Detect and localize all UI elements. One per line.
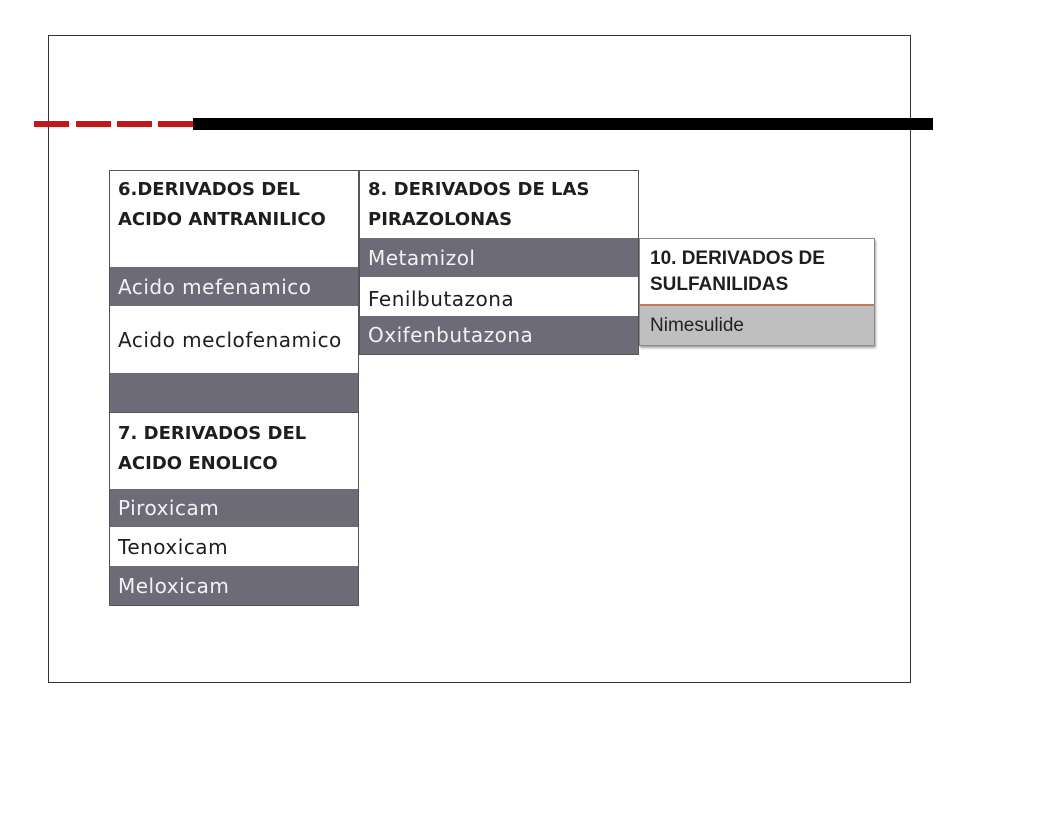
table-row: Nimesulide [640,306,874,345]
table-row: Meloxicam [110,566,358,606]
table-header: 7. DERIVADOS DEL ACIDO ENOLICO [110,413,358,489]
table-row [110,373,358,413]
table-header: 6.DERIVADOS DEL ACIDO ANTRANILICO [110,170,358,267]
accent-dash [76,121,111,127]
table-row: Acido mefenamico [110,267,358,306]
table-header: 8. DERIVADOS DE LAS PIRAZOLONAS [360,170,638,238]
accent-dash [117,121,152,127]
table-row: Piroxicam [110,489,358,527]
table-row: Metamizol [360,238,638,277]
table-row: Fenilbutazona [360,277,638,316]
table-row: Acido meclofenamico [110,306,358,373]
table-row: Tenoxicam [110,527,358,566]
table-header: 10. DERIVADOS DE SULFANILIDAS [640,239,874,306]
title-bar [193,118,933,130]
table-derivados-acido-enolico [109,413,359,606]
table-derivados-pirazolonas [359,170,639,355]
accent-dash [158,121,193,127]
table-derivados-sulfanilidas [639,238,875,346]
table-row: Oxifenbutazona [360,316,638,355]
table-derivados-acido-antranilico [109,170,359,413]
accent-dash [34,121,69,127]
